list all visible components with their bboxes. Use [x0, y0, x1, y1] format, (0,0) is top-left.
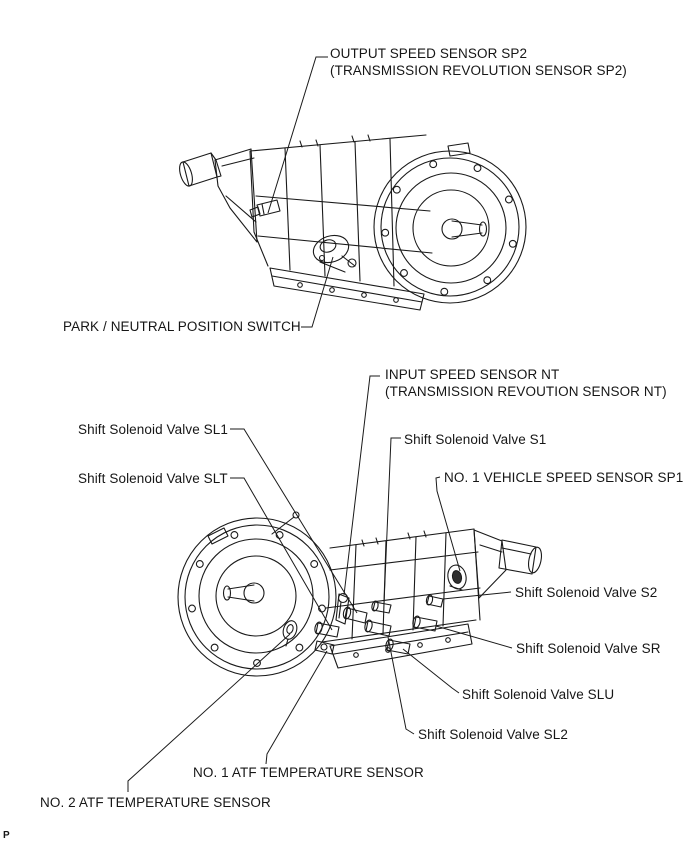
leader-slu	[403, 649, 459, 693]
callout-shift-solenoid-sl2: Shift Solenoid Valve SL2	[418, 727, 568, 742]
top-main-case	[250, 135, 432, 286]
callout-atf-temperature-sensor-2: NO. 2 ATF TEMPERATURE SENSOR	[40, 795, 271, 810]
callout-shift-solenoid-slu: Shift Solenoid Valve SLU	[462, 687, 615, 702]
callout-line: (TRANSMISSION REVOLUTION SENSOR SP2)	[330, 63, 627, 78]
shift-solenoid-s2-shape	[426, 594, 443, 607]
callout-shift-solenoid-s1: Shift Solenoid Valve S1	[404, 432, 547, 447]
leader-sl2	[388, 637, 414, 734]
callout-vehicle-speed-sensor-sp1: NO. 1 VEHICLE SPEED SENSOR SP1	[444, 470, 684, 485]
shift-solenoid-s1-shape	[371, 600, 391, 613]
leader-atf1	[266, 651, 327, 764]
leader-slt	[230, 478, 332, 630]
bottom-main-case	[322, 529, 480, 642]
page-footnote-mark: P	[3, 830, 10, 841]
callout-output-speed-sensor-sp2	[330, 45, 627, 79]
vehicle-speed-sensor-sp1-shape	[446, 563, 469, 590]
callout-shift-solenoid-s2: Shift Solenoid Valve S2	[515, 585, 658, 600]
callout-input-speed-sensor-nt	[385, 366, 667, 400]
callout-shift-solenoid-sr: Shift Solenoid Valve SR	[516, 641, 661, 656]
park-neutral-position-switch-shape	[310, 231, 356, 272]
leader-input-speed-sensor-nt	[344, 376, 380, 595]
top-bell-housing	[374, 143, 526, 303]
callout-line: (TRANSMISSION REVOUTION SENSOR NT)	[385, 384, 667, 399]
shift-solenoid-slt-shape	[314, 621, 339, 637]
callout-atf-temperature-sensor-1: NO. 1 ATF TEMPERATURE SENSOR	[193, 765, 424, 780]
leader-sr	[436, 626, 512, 648]
leader-s2	[443, 592, 511, 599]
callout-shift-solenoid-slt: Shift Solenoid Valve SLT	[78, 471, 228, 486]
leader-s1	[384, 438, 401, 604]
callout-line: OUTPUT SPEED SENSOR SP2	[330, 46, 528, 61]
top-output-shaft-stub	[177, 153, 221, 188]
top-transmission-drawing	[177, 57, 526, 327]
leader-park-neutral-switch	[301, 257, 333, 327]
callout-shift-solenoid-sl1: Shift Solenoid Valve SL1	[78, 422, 228, 437]
leader-output-speed-sensor-sp2	[268, 57, 328, 213]
callout-line: INPUT SPEED SENSOR NT	[385, 367, 560, 382]
shift-solenoid-sl2-shape	[364, 619, 391, 636]
callout-park-neutral-position-switch: PARK / NEUTRAL POSITION SWITCH	[63, 319, 301, 334]
bottom-bell-housing	[178, 512, 336, 676]
